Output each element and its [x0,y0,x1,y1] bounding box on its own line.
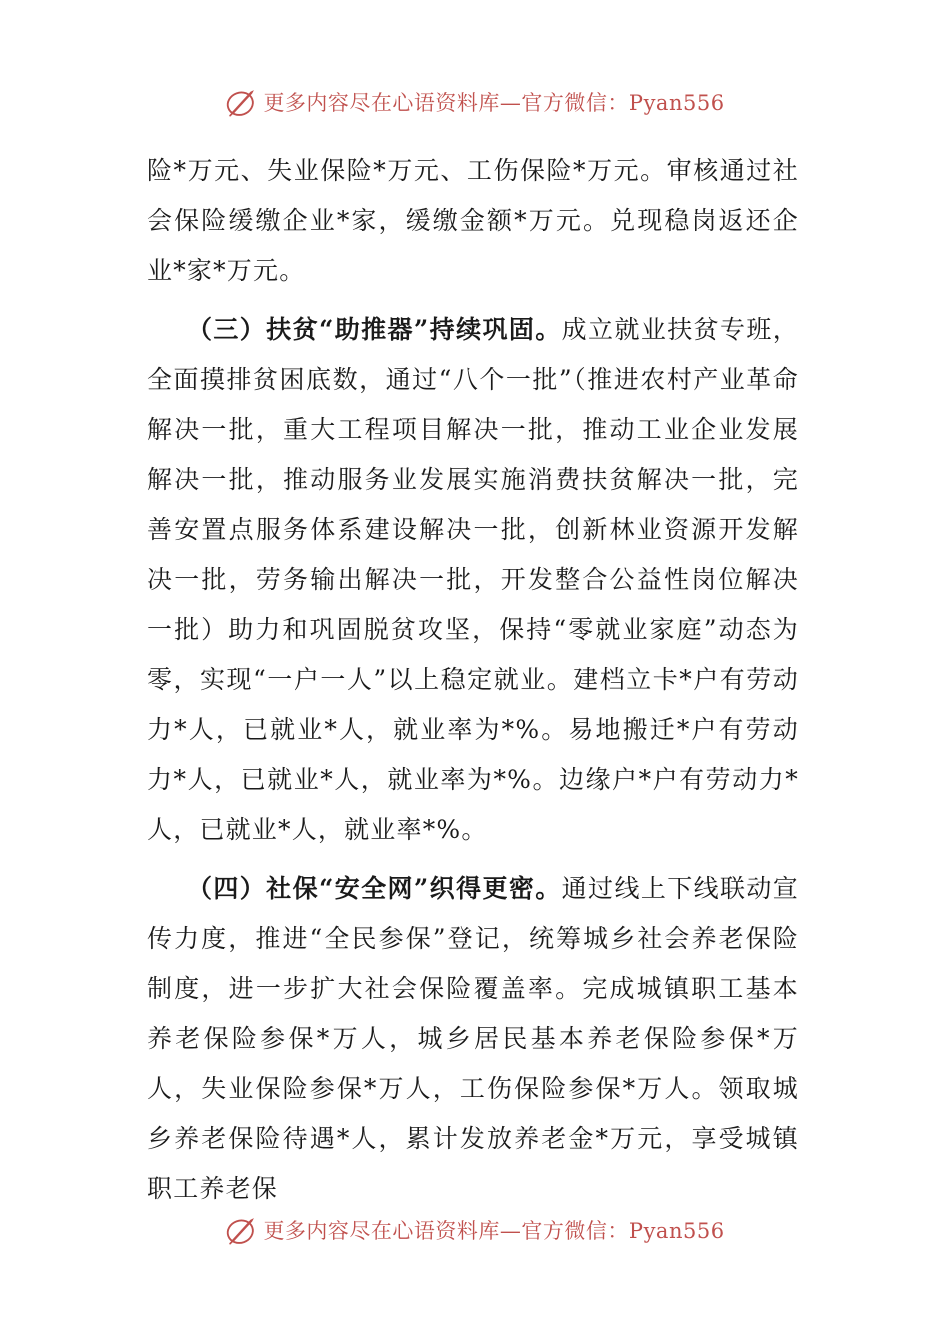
quill-pen-logo-icon [225,1213,259,1247]
section-heading-three: （三）扶贫“助推器”持续巩固。 [187,315,562,344]
paragraph-social-security-text: 通过线上下线联动宣传力度，推进“全民参保”登记，统筹城乡社会养老保险制度，进一步扩大社会保险覆盖率。完成城镇职工基本养老保险参保*万人，城乡居民基本养老保险参保*万人，失业保险参保*万人，工伤保险参保*万人。领取城乡养老保险待遇*人，累计发放养老金*万元，享受城镇职工养老保 [147,874,799,1203]
paragraph-continuation: 险*万元、失业保险*万元、工伤保险*万元。审核通过社会保险缓缴企业*家，缓缴金额*万元。兑现稳岗返还企业*家*万元。 [147,156,799,285]
paragraph-poverty-alleviation [147,305,799,855]
quill-pen-logo-icon [225,85,259,119]
paragraph-poverty-text: 成立就业扶贫专班，全面摸排贫困底数，通过“八个一批”（推进农村产业革命解决一批，重大工程项目解决一批，推动工业企业发展解决一批，推动服务业发展实施消费扶贫解决一批，完善安置点服务体系建设解决一批，创新林业资源开发解决一批，劳务输出解决一批，开发整合公益性岗位解决一批）助力和巩固脱贫攻坚，保持“零就业家庭”动态为零，实现“一户一人”以上稳定就业。建档立卡*户有劳动力*人，已就业*人，就业率为*%。易地搬迁*户有劳动力*人，已就业*人，就业率为*%。边缘户*户有劳动力*人，已就业*人，就业率*%。 [147,315,799,844]
paragraph-social-security [147,864,799,1214]
document-body [147,146,799,1214]
header-banner-text: 更多内容尽在心语资料库—官方微信：Pyan556 [263,91,725,115]
footer-banner-text: 更多内容尽在心语资料库—官方微信：Pyan556 [263,1219,725,1243]
section-heading-four: （四）社保“安全网”织得更密。 [187,874,562,903]
footer-banner [0,1212,950,1248]
header-banner [0,84,950,120]
